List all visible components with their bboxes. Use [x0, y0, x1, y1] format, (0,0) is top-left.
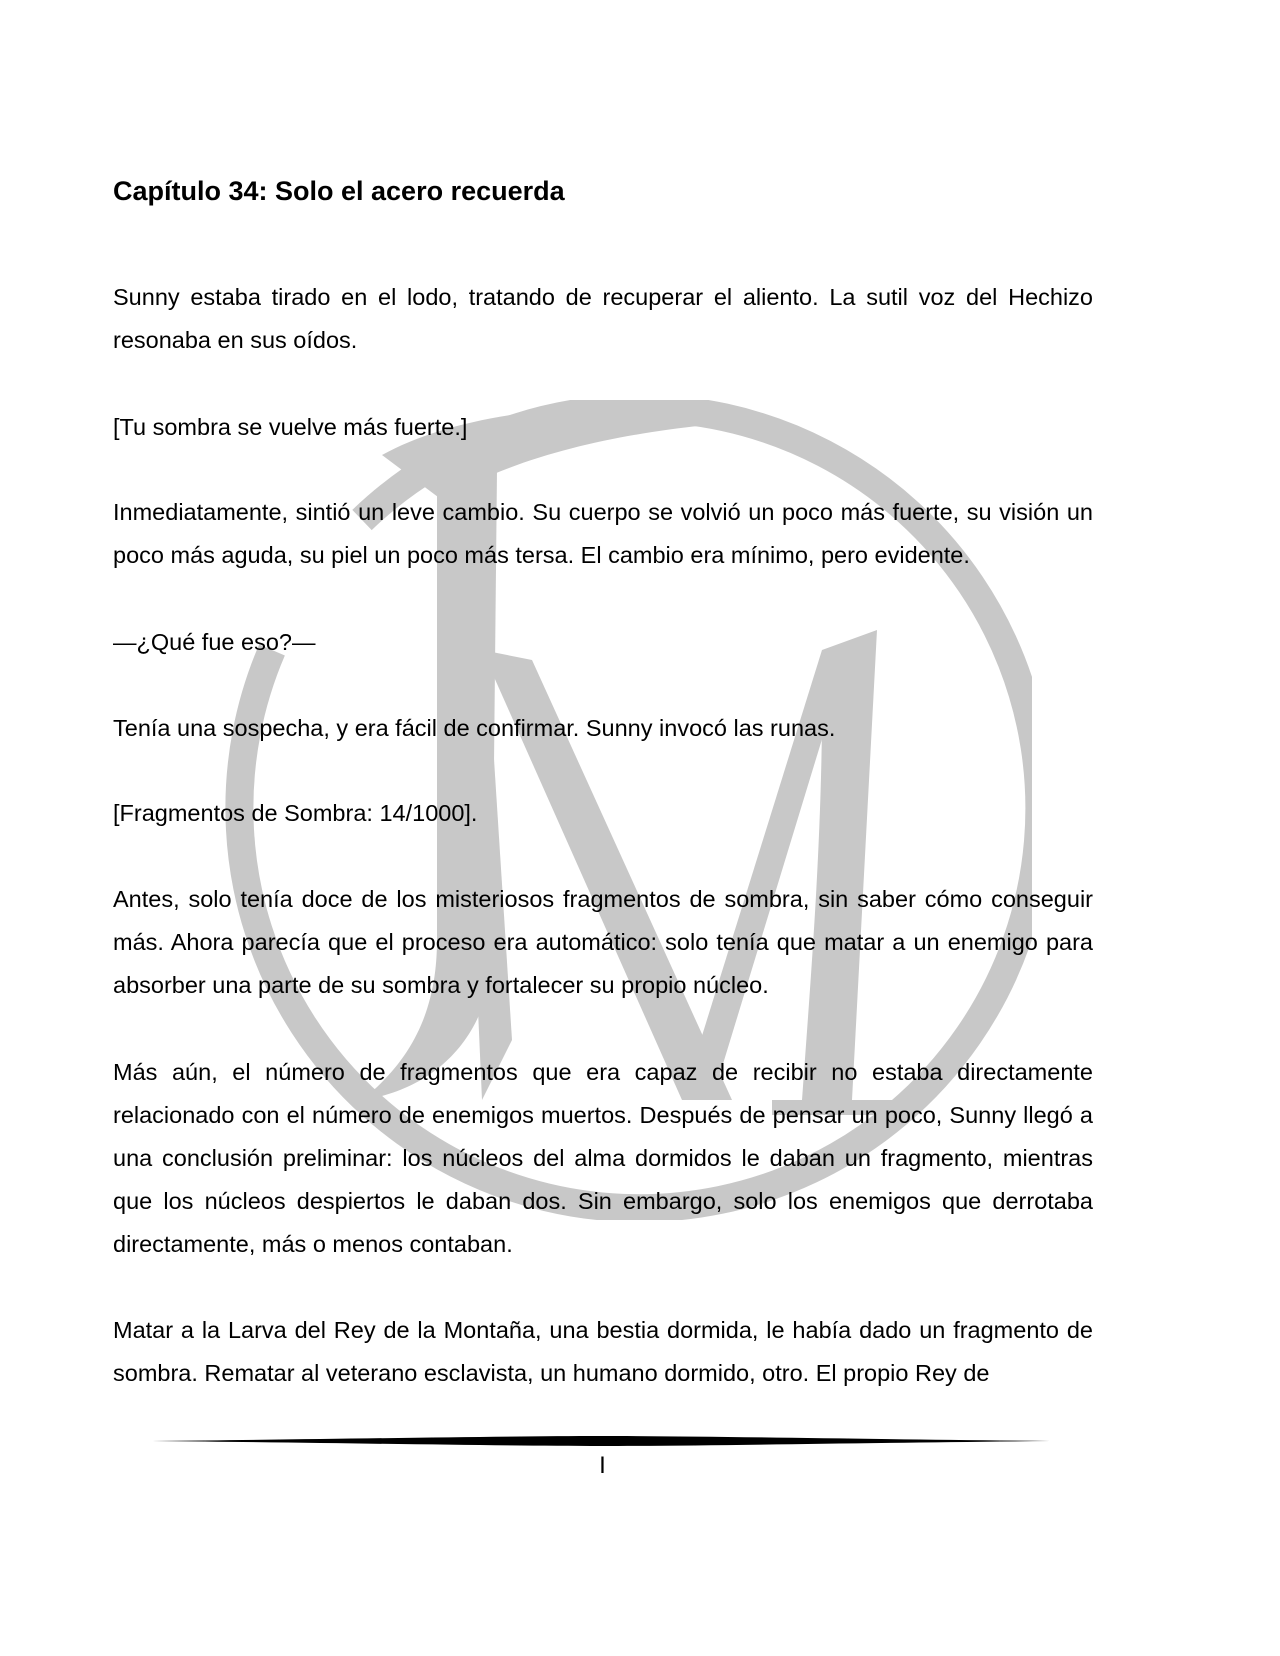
chapter-title: Capítulo 34: Solo el acero recuerda [113, 176, 565, 206]
paragraph-6: [Fragmentos de Sombra: 14/1000]. [113, 800, 478, 826]
paragraph-8: Más aún, el número de fragmentos que era capaz de recibir no estaba directamente relacionado con el número de enemigos muertos. Después de pensar un poco, Sunny llegó a una conclusión preliminar: los núcleos del alma dormidos le daban un fragmento, mientras que los núcleos despiertos le daban dos. Sin embargo, solo los enemigos que derrotaba directamente, más o menos contaban. [113, 1059, 1093, 1257]
paragraph-5: Tenía una sospecha, y era fácil de confirmar. Sunny invocó las runas. [113, 715, 836, 741]
page-number: I [599, 1452, 606, 1479]
footer-divider [152, 1434, 1050, 1448]
paragraph-2: [Tu sombra se vuelve más fuerte.] [113, 414, 468, 440]
paragraph-1: Sunny estaba tirado en el lodo, tratando de recuperar el aliento. La sutil voz del Hechizo resonaba en sus oídos. [113, 284, 1093, 353]
paragraph-3: Inmediatamente, sintió un leve cambio. Su cuerpo se volvió un poco más fuerte, su visión un poco más aguda, su piel un poco más tersa. El cambio era mínimo, pero evidente. [113, 499, 1093, 568]
paragraph-9: Matar a la Larva del Rey de la Montaña, una bestia dormida, le había dado un fragmento de sombra. Rematar al veterano esclavista, un humano dormido, otro. El propio Rey de [113, 1317, 1093, 1386]
paragraph-4: —¿Qué fue eso?— [113, 629, 316, 655]
paragraph-7: Antes, solo tenía doce de los misteriosos fragmentos de sombra, sin saber cómo conseguir más. Ahora parecía que el proceso era automático: solo tenía que matar a un enemigo para absorber una parte de su sombra y fortalecer su propio núcleo. [113, 886, 1093, 998]
